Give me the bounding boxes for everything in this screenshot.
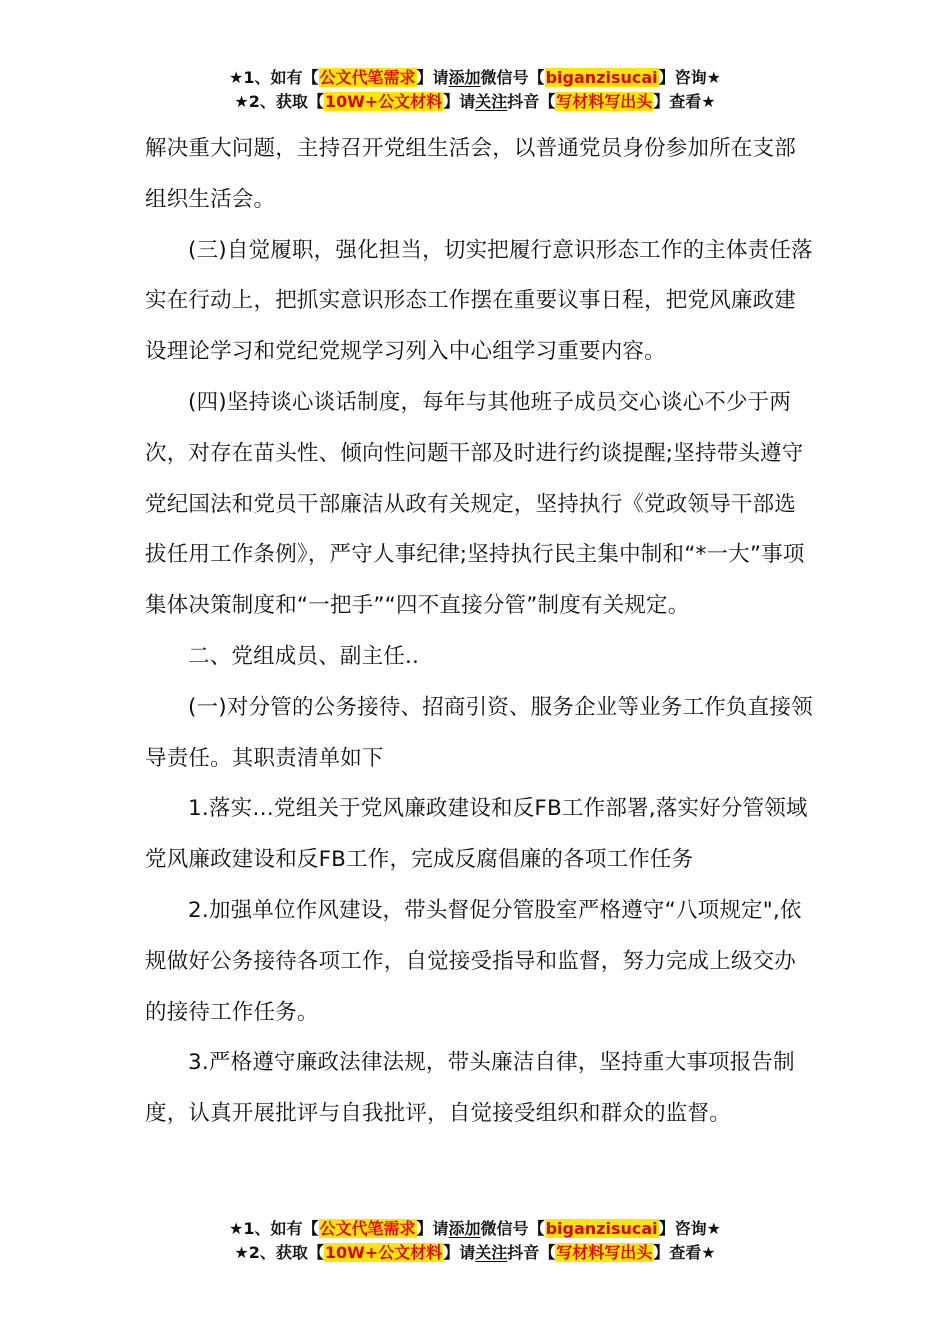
banner-text: ★1、如有【 xyxy=(229,68,319,87)
highlight-service: 公文代笔需求 xyxy=(319,68,416,87)
paragraph-item-3: (三)自觉履职，强化担当，切实把履行意识形态工作的主体责任落实在行动上，把抓实意识形态工作摆在重要议事日程，把党风廉政建设理论学习和党纪党规学习列入中心组学习重要内容。 xyxy=(145,237,813,365)
banner-text: 】查看★ xyxy=(653,1243,716,1262)
underlined-text: 关注 xyxy=(475,92,508,111)
banner-text: 抖音【 xyxy=(507,1243,556,1262)
list-item-3: 3.严格遵守廉政法律法规，带头廉洁自律，坚持重大事项报告制度，认真开展批评与自我批评，自觉接受组织和群众的监督。 xyxy=(145,1050,795,1127)
banner-text: 】咨询★ xyxy=(658,68,721,87)
footer-banner xyxy=(0,1217,950,1265)
highlight-materials: 10W+公文材料 xyxy=(324,1243,443,1262)
banner-text: 】请 xyxy=(416,1219,449,1238)
underlined-text: 添加 xyxy=(448,1219,481,1238)
banner-text: 】查看★ xyxy=(653,92,716,111)
list-item-1: 1.落实…党组关于党风廉政建设和反FB工作部署,落实好分管领域党风廉政建设和反FB工作，完成反腐倡廉的各项工作任务 xyxy=(145,796,808,873)
banner-line-1 xyxy=(0,1217,950,1241)
highlight-douyin-account: 写材料写出头 xyxy=(556,92,653,111)
underlined-text: 添加 xyxy=(448,68,481,87)
banner-text: ★2、获取【 xyxy=(234,1243,324,1262)
highlight-service: 公文代笔需求 xyxy=(319,1219,416,1238)
banner-text: ★1、如有【 xyxy=(229,1219,319,1238)
highlight-douyin-account: 写材料写出头 xyxy=(556,1243,653,1262)
banner-text: 】请 xyxy=(416,68,449,87)
banner-text: 】请 xyxy=(443,92,476,111)
list-item-2: 2.加强单位作风建设，带头督促分管股室严格遵守“八项规定",依规做好公务接待各项工作，自觉接受指导和监督，努力完成上级交办的接待工作任务。 xyxy=(145,897,802,1025)
paragraph-item-4: (四)坚持谈心谈话制度，每年与其他班子成员交心谈心不少于两次，对存在苗头性、倾向性问题干部及时进行约谈提醒;坚持带头遵守党纪国法和党员干部廉洁从政有关规定，坚持执行《党政领导干部选拔任用工作条例》，严守人事纪律;坚持执行民主集中制和“*一大”事项集体决策制度和“一把手”“四不直接分管”制度有关规定。 xyxy=(145,389,805,619)
highlight-wechat-id: biganzisucai xyxy=(545,1219,658,1238)
banner-line-2 xyxy=(0,1241,950,1265)
highlight-materials: 10W+公文材料 xyxy=(324,92,443,111)
banner-line-1 xyxy=(0,66,950,90)
document-body xyxy=(145,124,813,1140)
banner-text: 微信号【 xyxy=(480,68,545,87)
underlined-text: 关注 xyxy=(475,1243,508,1262)
banner-text: 】咨询★ xyxy=(658,1219,721,1238)
highlight-wechat-id: biganzisucai xyxy=(545,68,658,87)
banner-line-2 xyxy=(0,90,950,114)
banner-text: 微信号【 xyxy=(480,1219,545,1238)
header-banner xyxy=(0,66,950,114)
banner-text: ★2、获取【 xyxy=(234,92,324,111)
paragraph-item-1: (一)对分管的公务接待、招商引资、服务企业等业务工作负直接领导责任。其职责清单如下 xyxy=(145,694,813,771)
banner-text: 】请 xyxy=(443,1243,476,1262)
section-heading: 二、党组成员、副主任.. xyxy=(188,643,420,669)
banner-text: 抖音【 xyxy=(507,92,556,111)
paragraph-continuation: 解决重大问题，主持召开党组生活会，以普通党员身份参加所在支部组织生活会。 xyxy=(145,136,797,212)
